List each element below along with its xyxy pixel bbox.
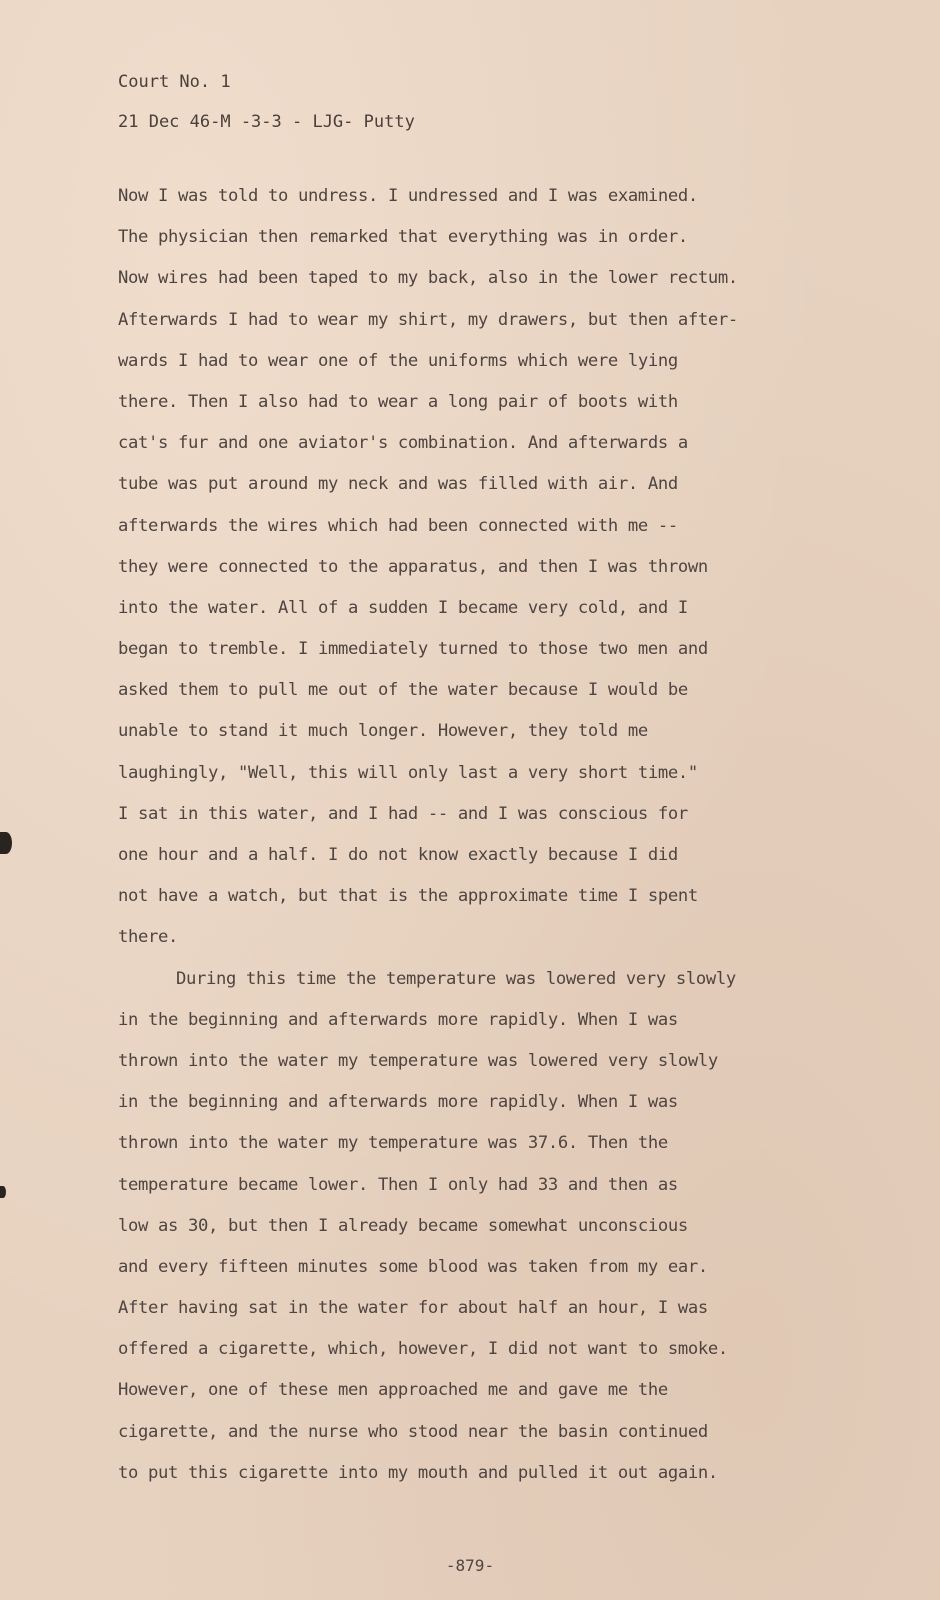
text-line: in the beginning and afterwards more rapidly. When I was [118,1009,678,1030]
text-line: I sat in this water, and I had -- and I was conscious for [118,803,688,824]
text-line: Afterwards I had to wear my shirt, my drawers, but then after- [118,309,738,330]
text-line: asked them to pull me out of the water because I would be [118,680,688,701]
text-line: and every fifteen minutes some blood was taken from my ear. [118,1256,708,1277]
text-line: Now I was told to undress. I undressed and I was examined. [118,186,698,206]
text-line: not have a watch, but that is the approximate time I spent [118,886,698,907]
text-line: The physician then remarked that everything was in order. [118,227,688,248]
text-line: afterwards the wires which had been connected with me -- [118,515,678,536]
text-line: cigarette, and the nurse who stood near the basin continued [118,1421,708,1442]
text-line: one hour and a half. I do not know exactly because I did [118,845,678,865]
text-line: they were connected to the apparatus, and then I was thrown [118,556,708,577]
text-line: During this time the temperature was lowered very slowly [176,968,736,989]
page-edge-mark [0,832,12,854]
text-line: low as 30, but then I already became somewhat unconscious [118,1215,688,1236]
text-line: in the beginning and afterwards more rapidly. When I was [118,1092,678,1113]
text-line: there. [118,927,178,948]
text-line: tube was put around my neck and was filled with air. And [118,474,678,495]
text-line: temperature became lower. Then I only had 33 and then as [118,1174,678,1195]
testimony-text [118,176,908,1494]
text-line: laughingly, "Well, this will only last a very short time." [118,762,698,783]
text-line: began to tremble. I immediately turned to those two men and [118,639,708,660]
court-number: Court No. 1 [118,72,231,92]
text-line: However, one of these men approached me and gave me the [118,1380,668,1401]
text-line: wards I had to wear one of the uniforms which were lying [118,350,678,371]
text-line: into the water. All of a sudden I became very cold, and I [118,597,688,618]
text-line: unable to stand it much longer. However, they told me [118,721,648,742]
page-edge-mark [0,1186,6,1198]
text-line: offered a cigarette, which, however, I did not want to smoke. [118,1339,728,1360]
page-number: -879- [445,1556,495,1575]
text-line: Now wires had been taped to my back, also in the lower rectum. [118,268,738,289]
text-line: thrown into the water my temperature was 37.6. Then the [118,1133,668,1154]
session-line: 21 Dec 46-M -3-3 - LJG- Putty [118,112,415,132]
document-header [118,62,415,142]
text-line: to put this cigarette into my mouth and pulled it out again. [118,1462,718,1483]
text-line: After having sat in the water for about half an hour, I was [118,1298,708,1319]
text-line: there. Then I also had to wear a long pair of boots with [118,391,678,412]
text-line: cat's fur and one aviator's combination. And afterwards a [118,433,688,454]
text-line: thrown into the water my temperature was lowered very slowly [118,1050,718,1071]
